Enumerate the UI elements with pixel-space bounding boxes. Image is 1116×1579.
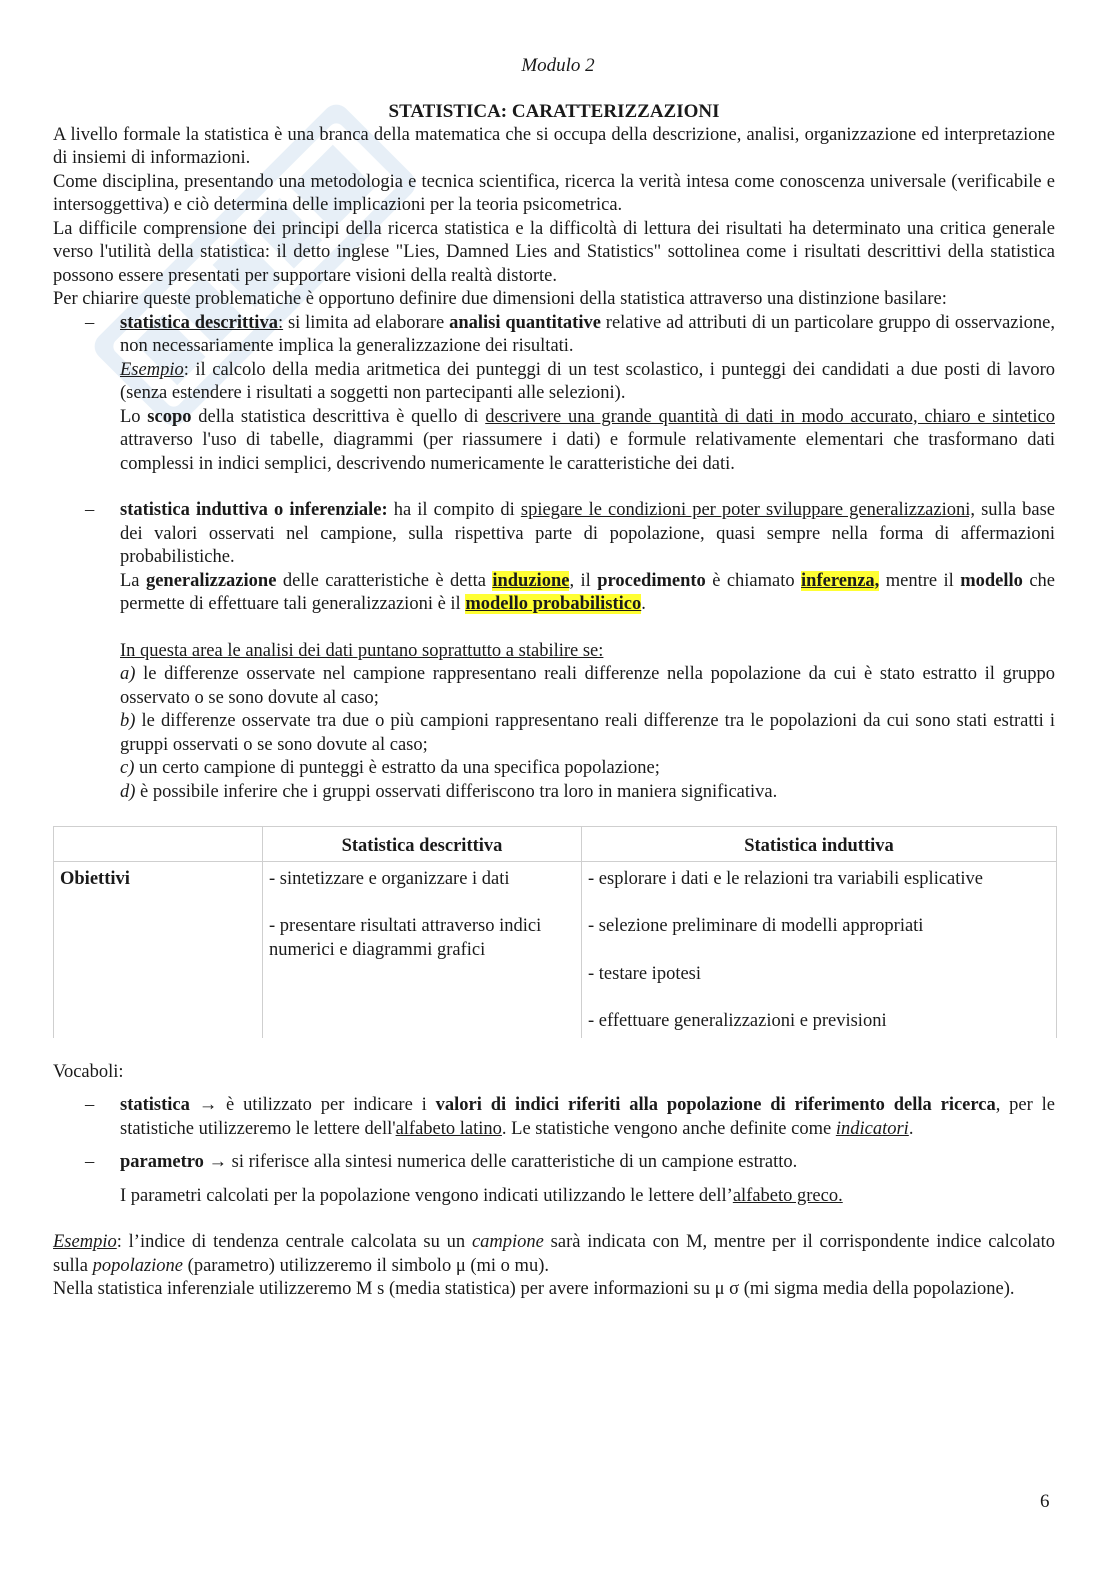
- text: sarà indicata con M, mentre per il corrispondente indice calcolato sulla: [53, 1232, 1055, 1276]
- point-label: a): [120, 664, 136, 684]
- campione-term: campione: [471, 1232, 544, 1252]
- table-header-descriptive: Statistica descrittiva: [263, 827, 582, 862]
- table-cell-inductive: [582, 861, 1057, 1038]
- parametro-definition: [120, 1151, 1055, 1175]
- scope-text-mid: della statistica descrittiva è quello di: [191, 406, 486, 427]
- text: , il: [569, 570, 598, 591]
- point-text: un certo campione di punteggi è estratto da una specifica popolazione;: [134, 758, 660, 778]
- spacer: [53, 1084, 1055, 1094]
- point-text: le differenze osservate tra due o più campioni rappresentano reali differenze tra le popolazioni da cui sono stati estratti i gruppi osservati o se sono dovute al caso;: [120, 711, 1055, 755]
- inductive-text-cont: sulla base dei valori osservati nel campione, sulla rispettiva parte di popolazione, quasi sempre nella forma di affermazioni probabilistiche.: [120, 500, 1056, 567]
- point-text: è possibile inferire che i gruppi osservati differiscono tra loro in maniera significativa.: [135, 781, 778, 802]
- text: : l’indice di tendenza centrale calcolata su un: [116, 1232, 472, 1252]
- text: delle caratteristiche è detta: [276, 570, 493, 591]
- descriptive-text: si limita ad elaborare: [283, 312, 450, 333]
- page-number: 6: [1040, 1491, 1050, 1512]
- example-text: : il calcolo della media aritmetica dei punteggi di un test scolastico, i punteggi dei candidati a due posti di lavoro (senza estendere i risultati a soggetti non partecipanti alle selezioni).: [120, 359, 1055, 403]
- text: si riferisce alla sintesi numerica delle caratteristiche di un campione estratto.: [227, 1152, 798, 1172]
- inference-highlight: inferenza,: [801, 570, 880, 591]
- spacer: [53, 1038, 1055, 1061]
- text: I parametri calcolati per la popolazione vengono indicati utilizzando le lettere dell’: [120, 1185, 733, 1206]
- vocab-list: [53, 1094, 1055, 1208]
- text: è chiamato: [705, 570, 802, 591]
- cell-item: - effettuare generalizzazioni e previsioni: [588, 1011, 887, 1031]
- analysis-point-c: [120, 757, 1055, 781]
- inductive-term: statistica induttiva o inferenziale:: [120, 500, 388, 520]
- spacer: [120, 1141, 1055, 1151]
- greek-alphabet-term: alfabeto greco.: [732, 1185, 843, 1206]
- table-row: [54, 861, 1057, 1038]
- bullet-dash: –: [85, 312, 95, 333]
- intro-paragraph-1: A livello formale la statistica è una branca della matematica che si occupa della descrizione, analisi, organizzazione ed interpretazione di insiemi di informazioni.: [53, 124, 1055, 168]
- indicatori-term: indicatori: [835, 1118, 909, 1139]
- spacer: [120, 476, 1055, 499]
- page-content: [53, 100, 1055, 1302]
- parametro-note: [120, 1185, 1055, 1209]
- table-row-label: Obiettivi: [54, 861, 263, 1038]
- closing-paragraph: Nella statistica inferenziale utilizzeremo M s (media statistica) per avere informazioni su μ σ (mi sigma media della popolazione).: [53, 1279, 1015, 1299]
- bold-phrase: valori di indici riferiti alla popolazione di riferimento della ricerca: [435, 1095, 996, 1115]
- text: .: [641, 594, 646, 614]
- table-cell-descriptive: [263, 861, 582, 1038]
- cell-item: - selezione preliminare di modelli appropriati: [588, 916, 924, 936]
- bullet-dash: –: [85, 500, 95, 520]
- inductive-terms-paragraph: [120, 570, 1055, 617]
- table-header-empty: [54, 827, 263, 862]
- text: che permette di effettuare tali generalizzazioni è il: [120, 570, 1055, 614]
- intro-paragraph-3: La difficile comprensione dei principi della ricerca statistica e la difficoltà di lettura dei risultati ha determinato una critica generale verso l'utilità della statistica: il detto inglese "Lies, Damned Lies and Statistics" sottolinea come i risultati descrittivi della statistica possono essere presentati per supportare visioni della realtà distorte.: [53, 218, 1055, 286]
- text: , per le statistiche utilizzeremo le lettere dell': [120, 1095, 1055, 1139]
- list-item-parametro: [53, 1151, 1055, 1208]
- descriptive-scope: [120, 406, 1055, 477]
- inductive-text: ha il compito di: [387, 500, 521, 520]
- probabilistic-model-highlight: modello probabilistico: [465, 594, 642, 614]
- parametro-term: parametro →: [120, 1152, 228, 1172]
- table-header-inductive: Statistica induttiva: [582, 827, 1057, 862]
- spacer: [120, 617, 1055, 640]
- intro-paragraph-4: Per chiarire queste problematiche è opportuno definire due dimensioni della statistica attraverso una distinzione basilare:: [53, 289, 947, 309]
- scope-term: scopo: [147, 406, 192, 427]
- statistica-term: statistica →: [120, 1095, 218, 1115]
- induction-highlight: induzione: [492, 570, 570, 591]
- text: .: [908, 1118, 914, 1139]
- latin-alphabet-term: alfabeto latino: [395, 1118, 502, 1139]
- quantitative-analysis-term: analisi quantitative: [449, 312, 601, 333]
- scope-underlined: descrivere una grande quantità di dati in modo accurato, chiaro e sintetico: [485, 406, 1055, 427]
- text: è utilizzato per indicare i: [217, 1095, 436, 1115]
- descriptive-example: [120, 359, 1055, 406]
- descriptive-colon: :: [277, 312, 284, 333]
- inductive-underlined: spiegare le condizioni per poter sviluppare generalizzazioni,: [520, 500, 976, 520]
- procedure-term: procedimento: [597, 570, 706, 591]
- descriptive-text-cont: relative ad attributi di un particolare gruppo di osservazione, non necessariamente implica la generalizzazione dei risultati.: [120, 312, 1055, 356]
- cell-item: - presentare risultati attraverso indici numerici e diagrammi grafici: [269, 916, 542, 960]
- point-label: c): [120, 758, 135, 778]
- statistics-types-list: [53, 312, 1055, 805]
- spacer: [53, 1208, 1055, 1231]
- text: (parametro) utilizzeremo il simbolo μ (mi o mu).: [183, 1255, 549, 1276]
- analysis-point-a: [120, 663, 1055, 710]
- descriptive-definition: [120, 312, 1055, 359]
- page-title: STATISTICA: CARATTERIZZAZIONI: [388, 101, 720, 122]
- model-term: modello: [960, 570, 1023, 591]
- intro-paragraph-2: Come disciplina, presentando una metodologia e tecnica scientifica, ricerca la verità intesa come conoscenza universale (verificabile e intersoggettiva) e ciò determina delle implicazioni per la teoria psicometrica.: [53, 171, 1055, 215]
- bullet-dash: –: [85, 1152, 95, 1172]
- list-item-statistica: [53, 1094, 1055, 1151]
- example-label: Esempio: [53, 1232, 117, 1252]
- list-item-inductive: [53, 499, 1055, 804]
- closing-example: [53, 1231, 1055, 1278]
- spacer: [120, 1175, 1055, 1185]
- text: La: [120, 570, 146, 591]
- cell-item: - sintetizzare e organizzare i dati: [269, 868, 510, 889]
- point-text: le differenze osservate nel campione rappresentano reali differenze nella popolazione da cui è stato estratto il gruppo osservato o se sono dovute al caso;: [120, 664, 1055, 708]
- popolazione-term: popolazione: [92, 1255, 184, 1276]
- scope-text-post: attraverso l'uso di tabelle, diagrammi (per riassumere i dati) e formule relativamente elementari che trasformano dati complessi in indici semplici, descrivendo numericamente le caratteristiche dei dati.: [120, 430, 1055, 474]
- cell-item: - testare ipotesi: [588, 963, 702, 984]
- text: mentre il: [879, 570, 961, 591]
- statistica-definition: [120, 1094, 1055, 1141]
- text: . Le statistiche vengono anche definite come: [501, 1118, 836, 1139]
- list-item-descriptive: [53, 312, 1055, 500]
- analysis-point-b: [120, 710, 1055, 757]
- analysis-point-d: [120, 781, 1055, 805]
- inductive-definition: [120, 499, 1055, 570]
- point-label: d): [120, 781, 136, 802]
- example-label: Esempio: [120, 359, 184, 380]
- analysis-list-intro: In questa area le analisi dei dati puntano soprattutto a stabilire se:: [120, 640, 604, 661]
- vocab-label: Vocaboli:: [53, 1061, 124, 1082]
- generalization-term: generalizzazione: [145, 570, 277, 591]
- scope-text: Lo: [120, 406, 148, 427]
- table-header-row: [54, 827, 1057, 862]
- descriptive-term: statistica descrittiva: [120, 312, 278, 333]
- module-header: Modulo 2: [521, 55, 595, 76]
- comparison-table: [53, 826, 1057, 1038]
- point-label: b): [120, 711, 136, 731]
- cell-item: - esplorare i dati e le relazioni tra variabili esplicative: [588, 868, 983, 889]
- bullet-dash: –: [85, 1095, 95, 1115]
